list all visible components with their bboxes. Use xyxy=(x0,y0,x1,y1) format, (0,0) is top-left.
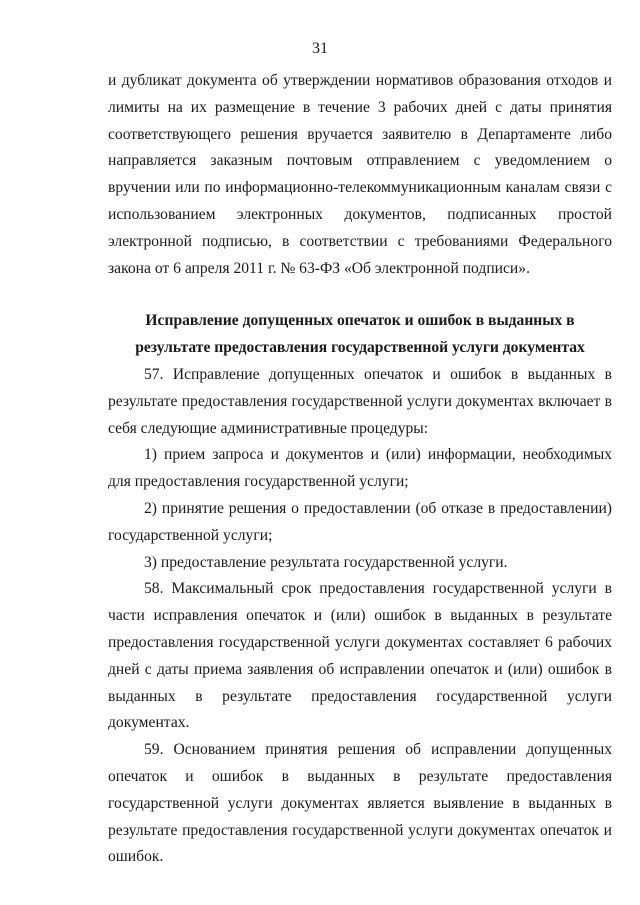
clause-58: 58. Максимальный срок предоставления государственной услуги в части исправления опечаток и (или) ошибок в выданных в результате предоставления государственной услуги документах составляет 6 рабочих дней с даты приема заявления об исправлении опечаток и (или) ошибок в выданных в результате предоставления государственной услуги документах. xyxy=(108,580,612,732)
list-item-3: 3) предоставление результата государственной услуги. xyxy=(144,553,508,571)
list-item-1: 1) прием запроса и документов и (или) информации, необходимых для предоставления государственной услуги; xyxy=(108,446,612,491)
document-body xyxy=(108,68,612,871)
clause-59: 59. Основанием принятия решения об исправлении допущенных опечаток и ошибок в выданных в результате предоставления государственной услуги документах является выявление в выданных в результате предоставления государственной услуги документах опечаток и ошибок. xyxy=(108,741,612,866)
section-heading: Исправление допущенных опечаток и ошибок в выданных в результате предоставления государственной услуги документах xyxy=(135,312,585,357)
clause-57: 57. Исправление допущенных опечаток и ошибок в выданных в результате предоставления государственной услуги документах включает в себя следующие административные процедуры: xyxy=(108,365,612,437)
paragraph-continuation: и дубликат документа об утверждении нормативов образования отходов и лимиты на их размещение в течение 3 рабочих дней с даты принятия соответствующего решения вручается заявителю в Департаменте либо направляется заказным почтовым отправлением с уведомлением о вручении или по информационно-телекоммуникационным каналам связи с использованием электронных документов, подписанных простой электронной подписью, в соответствии с требованиями Федерального закона от 6 апреля 2011 г. № 63-ФЗ «Об электронной подписи». xyxy=(108,72,612,277)
list-item-2: 2) принятие решения о предоставлении (об отказе в предоставлении) государственной услуги; xyxy=(108,499,612,544)
page-number: 31 xyxy=(312,40,328,57)
